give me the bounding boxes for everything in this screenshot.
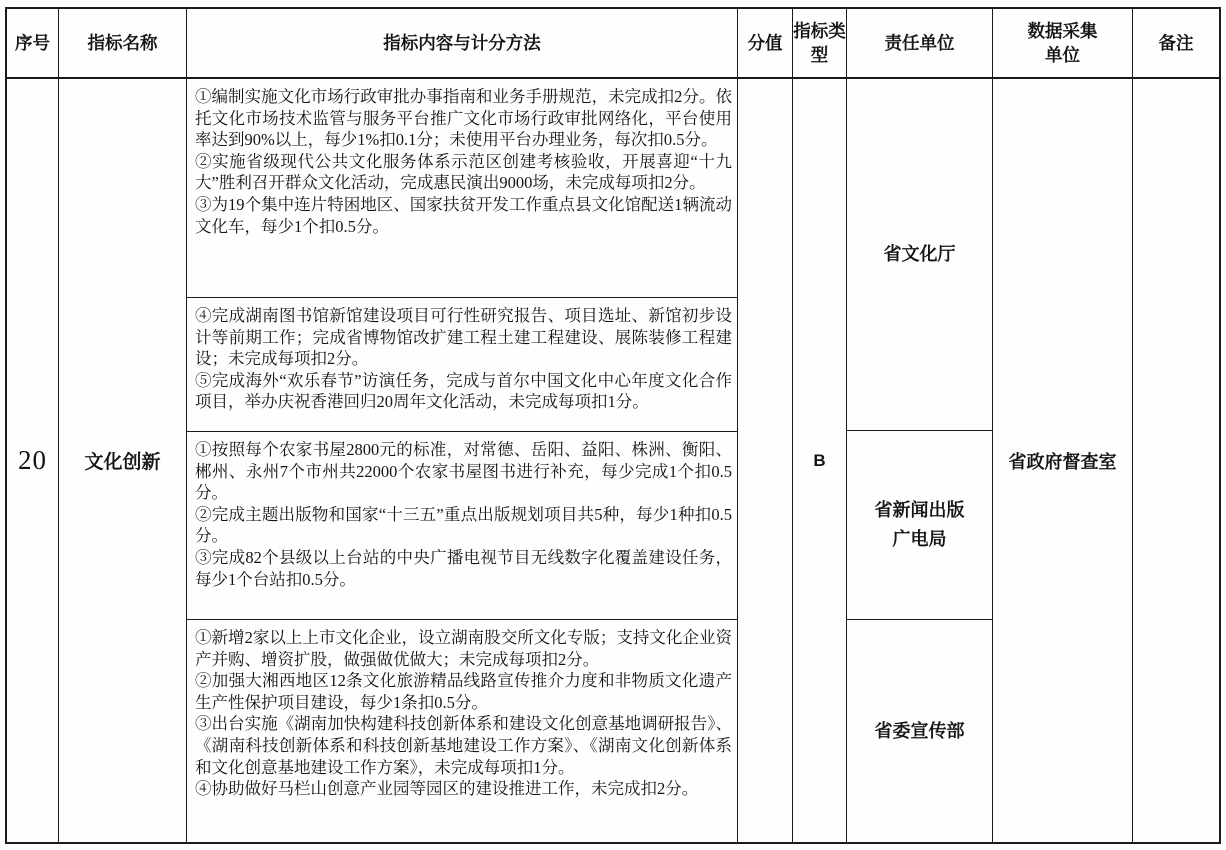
content-paragraph: ②加强大湘西地区12条文化旅游精品线路宣传推介力度和非物质文化遗产生产性保护项目建设，每少1条扣0.5分。: [195, 671, 732, 712]
content-method-cell: [187, 79, 738, 842]
score-cell: [738, 79, 793, 842]
indicator-name-cell: [59, 79, 187, 842]
header-cell-remarks: [1133, 9, 1219, 77]
header-label-indicator-name: 指标名称: [87, 33, 158, 53]
content-paragraph: ②完成主题出版物和国家“十三五”重点出版规划项目共5种，每少1种扣0.5分。: [195, 504, 732, 546]
content-block: [187, 298, 737, 432]
header-label-score: 分值: [747, 33, 783, 53]
header-cell-score: [738, 9, 793, 77]
responsible-unit-subcell: [847, 79, 992, 431]
content-paragraph: ①编制实施文化市场行政审批办事指南和业务手册规范，未完成扣2分。依托文化市场技术监管与服务平台推广文化市场行政审批网络化，平台使用率达到90%以上，每少1%扣0.1分；未使用平台办理业务，每次扣0.5分。: [195, 87, 732, 150]
seq-value: 20: [18, 445, 47, 475]
indicator-type-value: B: [813, 450, 826, 470]
content-paragraph: ④完成湖南图书馆新馆建设项目可行性研究报告、项目选址、新馆初步设计等前期工作；完成省博物馆改扩建工程土建工程建设、展陈装修工程建设；未完成每项扣2分。: [195, 306, 732, 369]
content-paragraph: ③出台实施《湖南加快构建科技创新体系和建设文化创意基地调研报告》、《湖南科技创新体系和科技创新基地建设工作方案》、《湖南文化创新体系和文化创意基地建设工作方案》，未完成每项扣1分。: [195, 714, 732, 777]
header-cell-content-method: [187, 9, 738, 77]
header-label-indicator-type: 指标类型: [793, 21, 846, 65]
responsible-unit-cell: [847, 79, 993, 842]
responsible-unit-value: 省文化厅: [883, 244, 956, 264]
responsible-unit-value: 省新闻出版广电局: [874, 500, 965, 549]
content-paragraph: ⑤完成海外“欢乐春节”访演任务，完成与首尔中国文化中心年度文化合作项目，举办庆祝香港回归20周年文化活动，未完成每项扣1分。: [195, 370, 732, 412]
header-label-content-method: 指标内容与计分方法: [383, 33, 541, 53]
responsible-unit-subcell: [847, 620, 992, 842]
header-cell-indicator-type: [793, 9, 847, 77]
data-collection-unit-value: 省政府督查室: [1008, 451, 1117, 472]
responsible-unit-value: 省委宣传部: [874, 720, 965, 741]
table-row: [7, 79, 1219, 842]
content-block: [187, 79, 737, 298]
header-cell-indicator-name: [59, 9, 187, 77]
header-cell-data-collection-unit: [993, 9, 1133, 77]
indicator-table: [5, 7, 1221, 844]
responsible-unit-subcell: [847, 431, 992, 620]
content-block: [187, 620, 737, 842]
seq-cell: [7, 79, 59, 842]
content-paragraph: ①按照每个农家书屋2800元的标准，对常德、岳阳、益阳、株洲、衡阳、郴州、永州7个市州共22000个农家书屋图书进行补充，每少完成1个扣0.5分。: [195, 440, 732, 503]
header-label-seq: 序号: [15, 33, 50, 53]
table-header-row: [7, 9, 1219, 79]
header-label-remarks: 备注: [1158, 33, 1194, 53]
remarks-cell: [1133, 79, 1219, 842]
content-paragraph: ③为19个集中连片特困地区、国家扶贫开发工作重点县文化馆配送1辆流动文化车，每少1个扣0.5分。: [195, 194, 732, 236]
content-paragraph: ①新增2家以上上市文化企业，设立湖南股交所文化专版；支持文化企业资产并购、增资扩股，做强做优做大；未完成每项扣2分。: [195, 628, 732, 669]
indicator-name-value: 文化创新: [84, 452, 161, 473]
header-label-data-collection-unit: 数据采集单位: [1027, 21, 1098, 65]
header-cell-seq: [7, 9, 59, 77]
data-collection-unit-cell: [993, 79, 1133, 842]
header-cell-responsible-unit: [847, 9, 993, 77]
content-paragraph: ④协助做好马栏山创意产业园等园区的建设推进工作，未完成扣2分。: [195, 779, 699, 799]
content-paragraph: ③完成82个县级以上台站的中央广播电视节目无线数字化覆盖建设任务，每少1个台站扣0.5分。: [195, 547, 732, 589]
content-block: [187, 432, 737, 620]
header-label-responsible-unit: 责任单位: [884, 33, 955, 53]
indicator-type-cell: [793, 79, 847, 842]
content-paragraph: ②实施省级现代公共文化服务体系示范区创建考核验收，开展喜迎“十九大”胜利召开群众文化活动，完成惠民演出9000场，未完成每项扣2分。: [195, 151, 732, 193]
